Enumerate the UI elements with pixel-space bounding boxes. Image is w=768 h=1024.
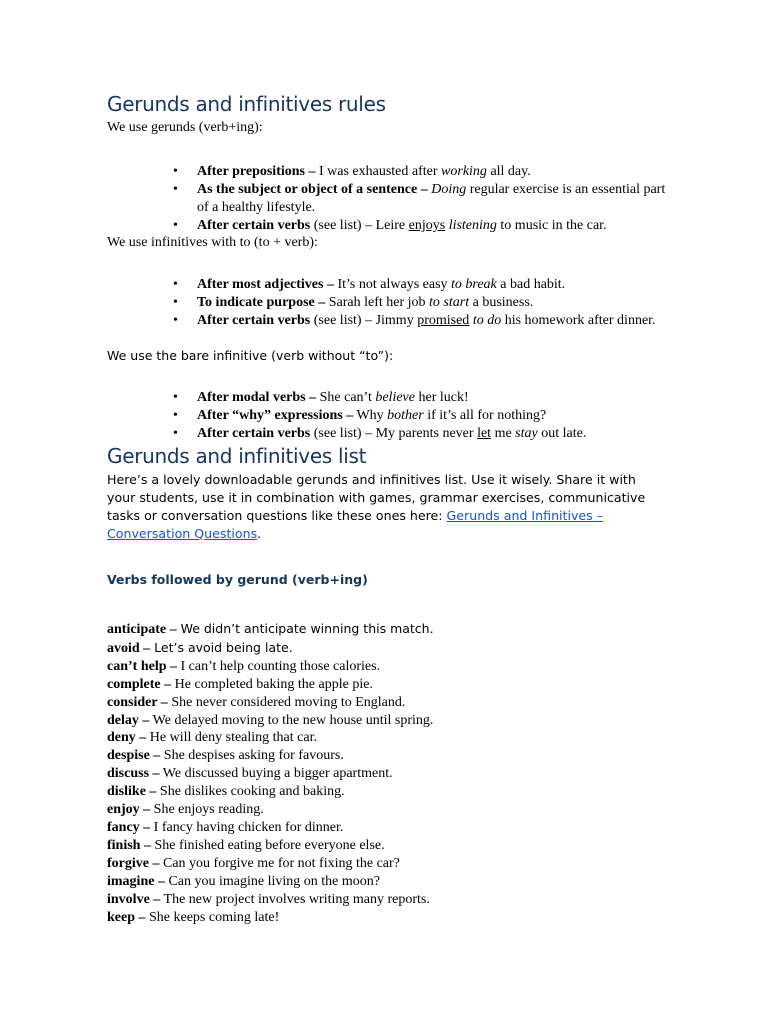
heading-list: Gerunds and infinitives list — [107, 444, 367, 468]
list-item: • After certain verbs (see list) – My parents never let me stay out late. — [107, 425, 667, 443]
verb-example: She never considered moving to England. — [167, 694, 406, 710]
bare-infinitive-intro: We use the bare infinitive (verb without “to”): — [107, 348, 394, 363]
verb-list-item — [107, 765, 434, 783]
verb-list-item — [107, 620, 434, 639]
verb-list-item — [107, 801, 434, 819]
verb-list-item — [107, 747, 434, 765]
verb-term: despise – — [107, 748, 161, 764]
verb-example: Let’s avoid being late. — [150, 639, 293, 655]
verb-list-item — [107, 891, 434, 909]
verb-term: dislike – — [107, 784, 157, 800]
verb-term: complete – — [107, 676, 172, 692]
verb-term: delay – — [107, 712, 150, 728]
verb-term: deny – — [107, 730, 147, 746]
verb-list-item — [107, 694, 434, 712]
verb-list-item — [107, 676, 434, 694]
list-item: • After “why” expressions – Why bother if it’s all for nothing? — [107, 407, 667, 425]
list-item: • As the subject or object of a sentence – Doing regular exercise is an essential part of a healthy lifestyle. — [107, 181, 667, 217]
verb-example: I fancy having chicken for dinner. — [150, 819, 344, 835]
verb-list-item — [107, 712, 434, 730]
verb-term: enjoy – — [107, 802, 151, 818]
infinitive-rules-list — [107, 276, 667, 330]
verb-list-item — [107, 729, 434, 747]
verb-list-item — [107, 909, 434, 927]
verb-term: fancy – — [107, 819, 151, 835]
list-item: • After certain verbs (see list) – Leire enjoys listening to music in the car. — [107, 217, 667, 235]
verb-example: She finished eating before everyone else. — [150, 837, 385, 853]
verb-example: We discussed buying a bigger apartment. — [159, 766, 393, 782]
list-item: • After certain verbs (see list) – Jimmy promised to do his homework after dinner. — [107, 312, 667, 330]
gerund-verbs-list — [107, 620, 434, 926]
verb-term: avoid – — [107, 640, 151, 656]
gerunds-intro: We use gerunds (verb+ing): — [107, 120, 263, 135]
list-item: • After modal verbs – She can’t believe her luck! — [107, 389, 667, 407]
verb-example: She keeps coming late! — [145, 909, 280, 925]
verb-term: anticipate – — [107, 622, 177, 637]
verb-list-item — [107, 658, 434, 676]
verb-example: Can you imagine living on the moon? — [164, 873, 380, 889]
verb-term: imagine – — [107, 873, 165, 889]
verb-example: I can’t help counting those calories. — [177, 658, 381, 674]
verb-example: He completed baking the apple pie. — [171, 676, 373, 692]
verb-example: We didn’t anticipate winning this match. — [176, 621, 434, 636]
gerund-verbs-subheading: Verbs followed by gerund (verb+ing) — [107, 572, 368, 587]
list-item: • After most adjectives – It’s not always easy to break a bad habit. — [107, 276, 667, 294]
verb-example: She despises asking for favours. — [160, 748, 344, 764]
verb-list-item — [107, 783, 434, 801]
verb-list-item — [107, 819, 434, 837]
gerund-rules-list — [107, 163, 667, 235]
conversation-questions-link[interactable]: Gerunds and Infinitives – Conversation Questions — [107, 508, 604, 541]
verb-list-item — [107, 873, 434, 891]
verb-term: forgive – — [107, 855, 160, 871]
infinitives-intro: We use infinitives with to (to + verb): — [107, 235, 318, 250]
verb-example: The new project involves writing many reports. — [160, 891, 430, 907]
intro-paragraph: Here’s a lovely downloadable gerunds and infinitives list. Use it wisely. Share it with your students, use it in combination with games, grammar exercises, communicative tasks or conversation questions like these ones here: Gerunds and Infinitives – Conversation Questions. — [107, 472, 646, 541]
verb-term: keep – — [107, 909, 146, 925]
verb-term: can’t help – — [107, 658, 177, 674]
verb-example: We delayed moving to the new house until spring. — [149, 712, 434, 728]
verb-example: Can you forgive me for not fixing the car? — [159, 855, 400, 871]
verb-list-item — [107, 837, 434, 855]
verb-term: involve – — [107, 891, 161, 907]
list-item: • After prepositions – I was exhausted after working all day. — [107, 163, 667, 181]
heading-rules: Gerunds and infinitives rules — [107, 92, 386, 116]
list-item: • To indicate purpose – Sarah left her job to start a business. — [107, 294, 667, 312]
verb-term: finish – — [107, 837, 151, 853]
verb-list-item — [107, 639, 434, 658]
verb-term: consider – — [107, 694, 168, 710]
verb-example: She dislikes cooking and baking. — [156, 784, 345, 800]
verb-example: He will deny stealing that car. — [146, 730, 317, 746]
verb-example: She enjoys reading. — [150, 802, 264, 818]
verb-list-item — [107, 855, 434, 873]
bare-infinitive-list — [107, 389, 667, 443]
verb-term: discuss – — [107, 766, 160, 782]
